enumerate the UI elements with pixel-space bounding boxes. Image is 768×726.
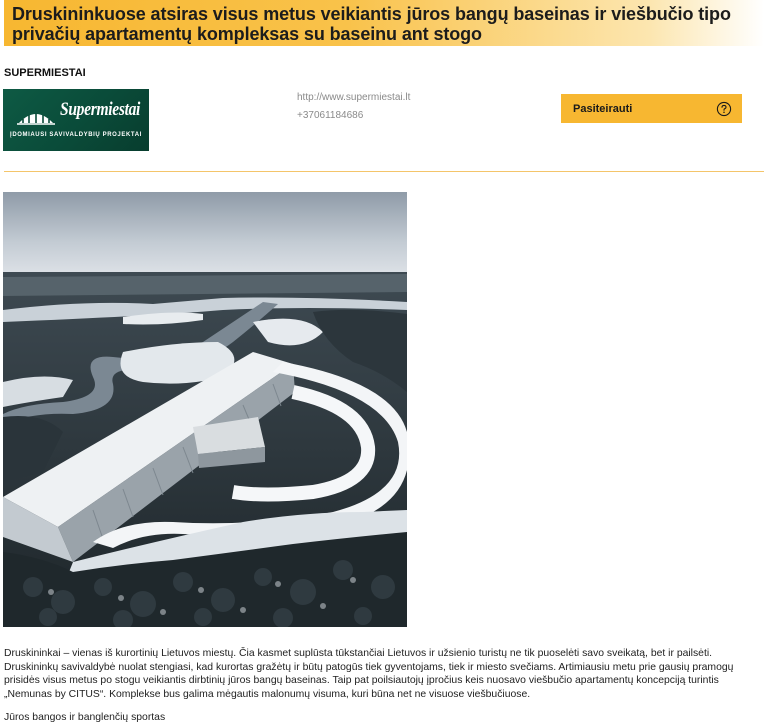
logo-brand-text: Supermiestai	[60, 99, 141, 120]
phone-number[interactable]: +37061184686	[297, 110, 364, 121]
headline-banner	[4, 0, 764, 46]
question-circle-icon	[716, 101, 732, 117]
inquire-button[interactable]	[561, 94, 742, 123]
supermiestai-logo[interactable]	[3, 89, 149, 151]
article-subheading: Jūros bangos ir banglenčių sportas	[4, 712, 166, 724]
source-name: SUPERMIESTAI	[4, 67, 86, 79]
logo-tagline: ĮDOMIAUSI SAVIVALDYBIŲ PROJEKTAI	[10, 132, 142, 138]
inquire-button-label: Pasiteirauti	[573, 102, 633, 115]
article-paragraph: Druskininkai – vienas iš kurortinių Lietuvos miestų. Čia kasmet suplūsta tūkstančiai Lietuvos ir užsienio turistų ne tik puoselėti savo sveikatą, bet ir pailsėti. Druskininkų savivaldybė nuolat stengiasi, kad kurortas gražėtų ir būtų patogūs tiek gyventojams, tiek ir miesto svečiams. Artimiausiu metu prie gausių pramogų prisidės visus metus po stogu veikiantis dirbtinių jūros bangų baseinas. Taip pat poilsiautojų įpročius keis nuosavo viešbučio apartamentų koncepciją turintis „Nemunas by CITUS“. Komplekse bus galima mėgautis malonumų visuma, kuri būna net ne visuose viešbučiuose.	[4, 648, 734, 700]
article-photo	[3, 192, 407, 627]
aerial-snow-resort-image	[3, 192, 407, 627]
article-title: Druskininkuose atsiras visus metus veikiantis jūros bangų baseinas ir viešbučio tipo privačių apartamentų kompleksas su baseinu ant stogo	[12, 4, 731, 44]
article-body	[4, 647, 764, 725]
website-link[interactable]: http://www.supermiestai.lt	[297, 92, 411, 103]
section-divider	[4, 171, 764, 172]
